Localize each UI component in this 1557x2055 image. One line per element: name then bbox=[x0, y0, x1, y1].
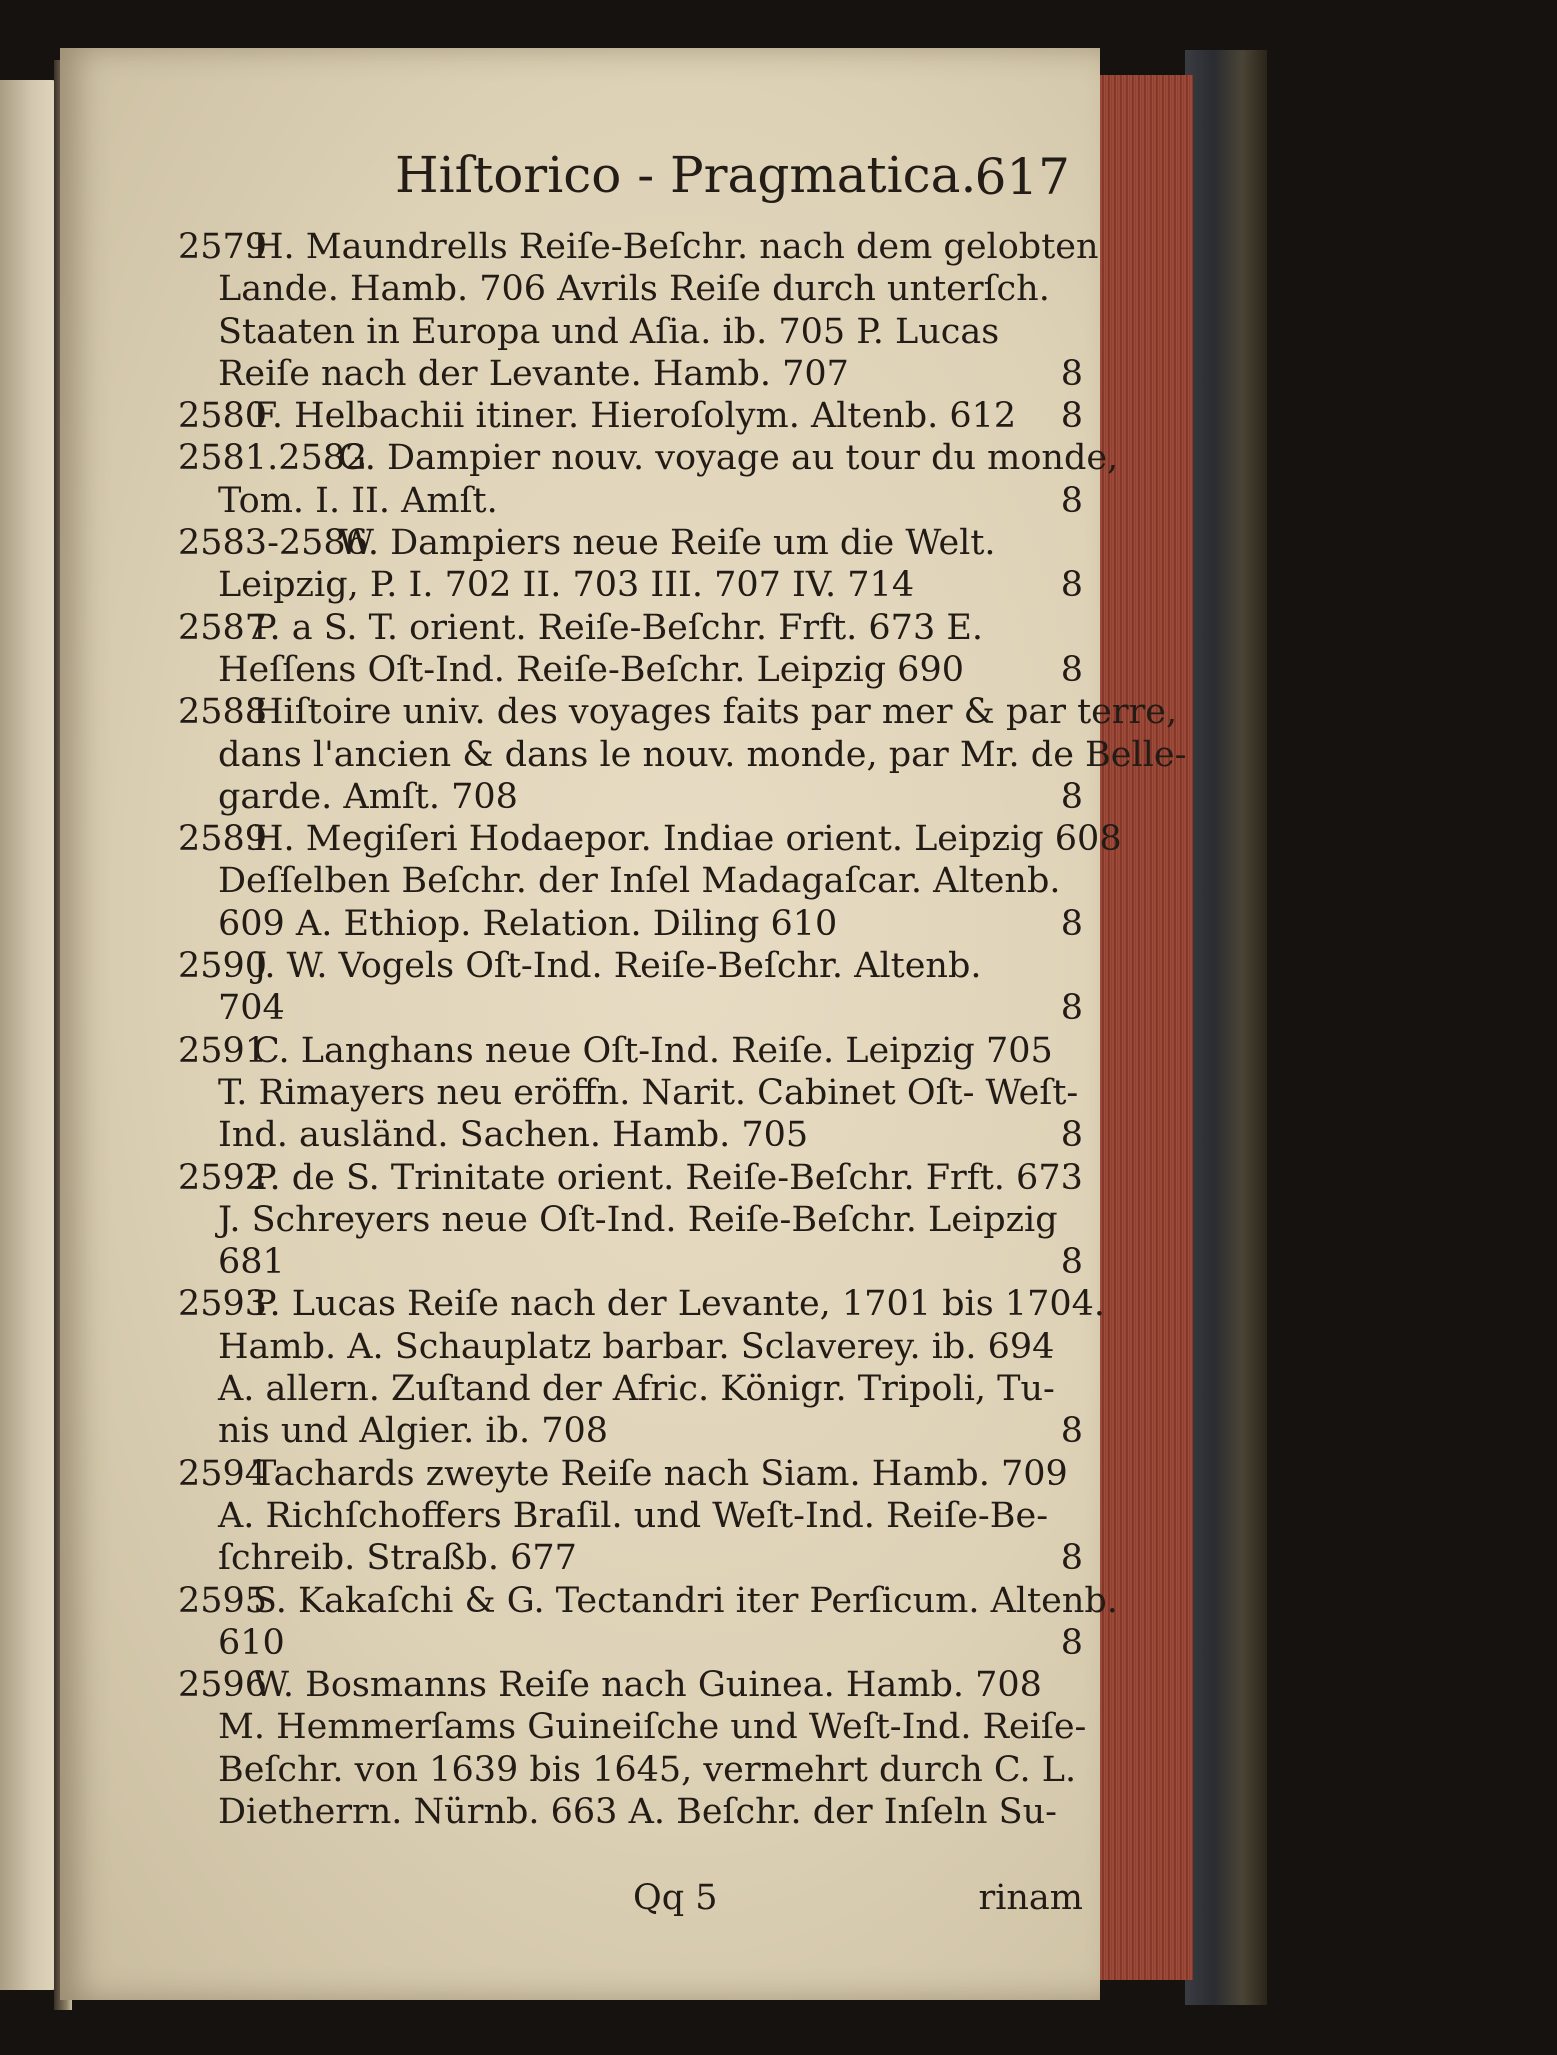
entry-line bbox=[178, 1326, 1083, 1368]
entry-number: 2592 bbox=[178, 1157, 268, 1198]
entry-text: 681 bbox=[218, 1242, 285, 1283]
entry-text: Lande. Hamb. 706 Avrils Reiſe durch unterſch. bbox=[218, 269, 1050, 310]
catchword: rinam bbox=[978, 1878, 1083, 1918]
entry-line bbox=[178, 1368, 1083, 1410]
entry-text: Hamb. A. Schauplatz barbar. Sclaverey. ib. 694 bbox=[218, 1326, 1055, 1367]
entry-line bbox=[178, 1283, 1105, 1325]
entry-line bbox=[178, 1791, 1083, 1833]
entry-number: 2583-2586 bbox=[178, 523, 368, 564]
catalog-entry bbox=[178, 607, 1083, 692]
entry-text: P. Lucas Reiſe nach der Levante, 1701 bis 1704. bbox=[253, 1284, 1105, 1325]
entry-text: J. Schreyers neue Oſt-Ind. Reiſe-Beſchr. Leipzig bbox=[218, 1199, 1058, 1240]
entry-text: C. Langhans neue Oſt-Ind. Reiſe. Leipzig 705 bbox=[253, 1030, 1053, 1071]
entry-line bbox=[178, 226, 1099, 268]
entry-line bbox=[178, 268, 1083, 310]
entry-number: 2587 bbox=[178, 607, 268, 648]
entry-format: 8 bbox=[1060, 353, 1083, 394]
entry-text: 704 bbox=[218, 988, 285, 1029]
running-title: Hiſtorico - Pragmatica. bbox=[395, 146, 977, 204]
entry-line bbox=[178, 522, 1083, 564]
entry-text: S. Kakaſchi & G. Tectandri iter Perſicum. Altenb. bbox=[253, 1580, 1118, 1621]
entry-line bbox=[178, 1537, 1083, 1579]
entry-text: P. de S. Trinitate orient. Reiſe-Beſchr. Frft. 673 bbox=[253, 1157, 1083, 1198]
entry-text: garde. Amſt. 708 bbox=[218, 776, 518, 817]
catalog-entry bbox=[178, 437, 1119, 522]
entry-number: 2595 bbox=[178, 1580, 268, 1621]
entry-format: 8 bbox=[1060, 1538, 1083, 1579]
catalog-entry bbox=[178, 226, 1099, 395]
entry-text: Hiſtoire univ. des voyages faits par mer & par terre, bbox=[253, 692, 1178, 733]
entry-number: 2579 bbox=[178, 227, 268, 267]
entry-line bbox=[178, 1749, 1083, 1791]
entry-line bbox=[178, 987, 1083, 1029]
entry-text: Tachards zweyte Reiſe nach Siam. Hamb. 709 bbox=[253, 1453, 1068, 1494]
entry-line bbox=[178, 395, 1083, 437]
entry-text: Deſſelben Beſchr. der Inſel Madagaſcar. Altenb. bbox=[218, 861, 1061, 902]
entry-text: Reiſe nach der Levante. Hamb. 707 bbox=[218, 353, 849, 394]
entry-format: 8 bbox=[1060, 903, 1083, 944]
entry-text: Staaten in Europa und Aſia. ib. 705 P. Lucas bbox=[218, 311, 1000, 352]
entry-text: H. Maundrells Reiſe-Beſchr. nach dem gelobten bbox=[253, 227, 1099, 267]
page-footer bbox=[178, 1878, 1083, 1923]
entry-number: 2593 bbox=[178, 1284, 268, 1325]
page-number: 617 bbox=[974, 148, 1070, 206]
entry-line bbox=[178, 1072, 1083, 1114]
entry-line bbox=[178, 1495, 1083, 1537]
book-cover-board bbox=[1185, 50, 1267, 2005]
catalog-entry bbox=[178, 1453, 1083, 1580]
book-page bbox=[60, 48, 1187, 2000]
page-header bbox=[330, 138, 1070, 218]
entry-format: 8 bbox=[1060, 480, 1083, 521]
entry-text: G. Dampier nouv. voyage au tour du monde, bbox=[338, 438, 1119, 479]
entry-number: 2589 bbox=[178, 819, 268, 860]
entry-line bbox=[178, 818, 1122, 860]
entry-text: P. a S. T. orient. Reiſe-Beſchr. Frft. 673 E. bbox=[253, 607, 984, 648]
entry-text: H. Megiſeri Hodaepor. Indiae orient. Leipzig 608 bbox=[253, 819, 1122, 860]
entry-line bbox=[178, 564, 1083, 606]
entry-text: A. Richſchoffers Braſil. und Weſt-Ind. Reiſe-Be- bbox=[218, 1495, 1049, 1536]
catalog-entry bbox=[178, 945, 1083, 1030]
entry-format: 8 bbox=[1060, 1242, 1083, 1283]
catalog-entry bbox=[178, 522, 1083, 607]
entry-text: ſchreib. Straßb. 677 bbox=[218, 1538, 577, 1579]
catalog-entry bbox=[178, 691, 1187, 818]
entry-text: Beſchr. von 1639 bis 1645, vermehrt durch C. L. bbox=[218, 1749, 1077, 1790]
entry-text: A. allern. Zuſtand der Afric. Königr. Tripoli, Tu- bbox=[218, 1369, 1055, 1410]
entry-text: dans l'ancien & dans le nouv. monde, par Mr. de Belle- bbox=[218, 734, 1187, 775]
entry-line bbox=[178, 1114, 1083, 1156]
entry-line bbox=[178, 1030, 1083, 1072]
entry-text: M. Hemmerſams Guineiſche und Weſt-Ind. Reiſe- bbox=[218, 1707, 1087, 1748]
entry-line bbox=[178, 1622, 1083, 1664]
entry-line bbox=[178, 607, 1083, 649]
entry-number: 2596 bbox=[178, 1665, 268, 1706]
entry-line bbox=[178, 945, 1083, 987]
entry-number: 2581.2582 bbox=[178, 438, 368, 479]
catalog-entry bbox=[178, 395, 1083, 437]
catalog-entry bbox=[178, 1157, 1083, 1284]
entry-line bbox=[178, 437, 1119, 479]
entry-number: 2580 bbox=[178, 396, 268, 437]
entry-line bbox=[178, 734, 1187, 776]
entry-text: W. Dampiers neue Reiſe um die Welt. bbox=[338, 523, 996, 564]
entry-line bbox=[178, 1453, 1083, 1495]
entry-line bbox=[178, 1157, 1083, 1199]
entry-number: 2594 bbox=[178, 1453, 268, 1494]
entry-text: nis und Algier. ib. 708 bbox=[218, 1411, 609, 1452]
entry-number: 2590 bbox=[178, 946, 268, 987]
page-edges bbox=[1090, 75, 1193, 1980]
entry-text: F. Helbachii itiner. Hieroſolym. Altenb. 612 bbox=[253, 396, 1017, 437]
entry-text: T. Rimayers neu eröffn. Narit. Cabinet Oſt- Weſt- bbox=[218, 1072, 1079, 1113]
entry-format: 8 bbox=[1060, 1622, 1083, 1663]
entry-format: 8 bbox=[1060, 1411, 1083, 1452]
entry-line bbox=[178, 311, 1083, 353]
entry-line bbox=[178, 691, 1178, 733]
signature-mark: Qq 5 bbox=[633, 1878, 718, 1918]
entry-text: 610 bbox=[218, 1622, 285, 1663]
catalog-entry bbox=[178, 1283, 1105, 1452]
entry-text: Tom. I. II. Amſt. bbox=[218, 480, 498, 521]
entry-line bbox=[178, 1706, 1087, 1748]
entry-line bbox=[178, 1664, 1083, 1706]
entry-number: 2588 bbox=[178, 692, 268, 733]
entry-format: 8 bbox=[1060, 776, 1083, 817]
catalog-entry bbox=[178, 1664, 1087, 1833]
catalog-entry bbox=[178, 1580, 1118, 1665]
entry-line bbox=[178, 649, 1083, 691]
entry-line bbox=[178, 1199, 1083, 1241]
entry-line bbox=[178, 1241, 1083, 1283]
entry-text: Leipzig, P. I. 702 II. 703 III. 707 IV. 714 bbox=[218, 565, 915, 606]
entry-number: 2591 bbox=[178, 1030, 268, 1071]
entry-format: 8 bbox=[1060, 649, 1083, 690]
entry-line bbox=[178, 776, 1083, 818]
catalog-entry bbox=[178, 818, 1122, 945]
entry-line bbox=[178, 860, 1083, 902]
entry-line bbox=[178, 353, 1083, 395]
entry-format: 8 bbox=[1060, 1115, 1083, 1156]
entry-text: 609 A. Ethiop. Relation. Diling 610 bbox=[218, 903, 838, 944]
entry-text: W. Bosmanns Reiſe nach Guinea. Hamb. 708 bbox=[253, 1665, 1042, 1706]
left-page-edge bbox=[0, 80, 58, 1990]
entry-text: Heſſens Oſt-Ind. Reiſe-Beſchr. Leipzig 690 bbox=[218, 649, 964, 690]
entry-line bbox=[178, 1410, 1083, 1452]
entry-text: Dietherrn. Nürnb. 663 A. Beſchr. der Inſeln Su- bbox=[218, 1791, 1057, 1832]
catalog-entries bbox=[178, 226, 1187, 1833]
entry-text: J. W. Vogels Oſt-Ind. Reiſe-Beſchr. Altenb. bbox=[253, 946, 982, 987]
entry-line bbox=[178, 1580, 1118, 1622]
entry-format: 8 bbox=[1060, 565, 1083, 606]
entry-line bbox=[178, 903, 1083, 945]
entry-format: 8 bbox=[1060, 396, 1083, 437]
entry-format: 8 bbox=[1060, 988, 1083, 1029]
catalog-entry bbox=[178, 1030, 1083, 1157]
entry-text: Ind. ausländ. Sachen. Hamb. 705 bbox=[218, 1115, 809, 1156]
entry-line bbox=[178, 480, 1083, 522]
